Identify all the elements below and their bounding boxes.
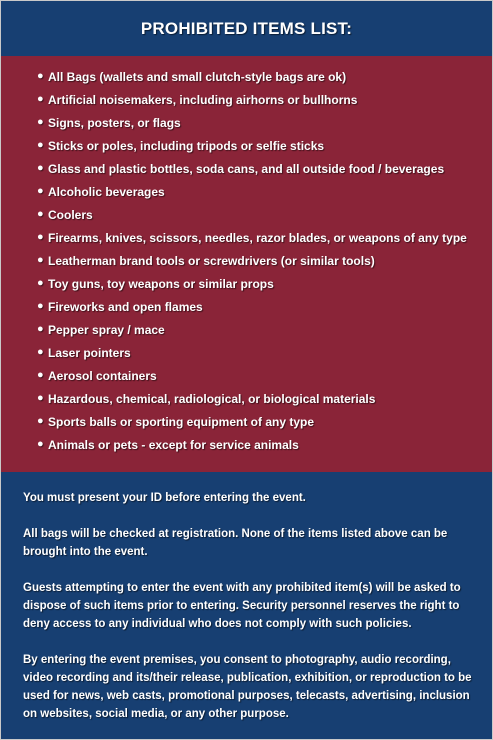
bullet-icon: ● (37, 231, 44, 243)
prohibited-items-list (37, 65, 492, 456)
list-item (37, 410, 492, 433)
media-consent-note: By entering the event premises, you consent to photography, audio recording, video recording and its/their release, publication, exhibition, or reproduction to be used for news, web casts, promotional purposes, telecasts, advertising, inclusion on websites, social media, or any other purpose. (23, 654, 472, 720)
bullet-icon: ● (37, 254, 44, 266)
list-item (37, 433, 492, 456)
list-item (37, 65, 492, 88)
list-item-text: All Bags (wallets and small clutch-style bags are ok) (48, 69, 347, 84)
list-item-text: Laser pointers (48, 345, 131, 360)
bullet-icon: ● (37, 277, 44, 289)
list-item-text: Animals or pets - except for service animals (48, 437, 299, 452)
header-band (1, 1, 492, 56)
list-item-text: Coolers (48, 207, 93, 222)
prohibited-item-policy-note: Guests attempting to enter the event with any prohibited item(s) will be asked to dispose of such items prior to entering. Security personnel reserves the right to deny access to any individual who does not comply with such policies. (23, 582, 461, 630)
list-item-text: Glass and plastic bottles, soda cans, and all outside food / beverages (48, 161, 445, 176)
event-policy-notes (23, 489, 478, 740)
prohibited-items-panel (1, 56, 492, 472)
bullet-icon: ● (37, 300, 44, 312)
bag-check-note: All bags will be checked at registration. None of the items listed above can be brought into the event. (23, 528, 448, 558)
bullet-icon: ● (37, 116, 44, 128)
list-item-text: Sticks or poles, including tripods or selfie sticks (48, 138, 325, 153)
bullet-icon: ● (37, 139, 44, 151)
list-item-text: Aerosol containers (48, 368, 157, 383)
list-item (37, 88, 492, 111)
list-item-text: Signs, posters, or flags (48, 115, 181, 130)
bullet-icon: ● (37, 162, 44, 174)
bullet-icon: ● (37, 415, 44, 427)
list-item (37, 387, 492, 410)
list-item-text: Firearms, knives, scissors, needles, razor blades, or weapons of any type (48, 230, 467, 245)
list-item-text: Fireworks and open flames (48, 299, 203, 314)
id-requirement-note: You must present your ID before entering the event. (23, 492, 306, 504)
list-item-text: Pepper spray / mace (48, 322, 165, 337)
list-item-text: Leatherman brand tools or screwdrivers (or similar tools) (48, 253, 375, 268)
page-title: PROHIBITED ITEMS LIST: (140, 18, 353, 38)
bullet-icon: ● (37, 185, 44, 197)
bullet-icon: ● (37, 438, 44, 450)
list-item-text: Toy guns, toy weapons or similar props (48, 276, 274, 291)
list-item (37, 203, 492, 226)
bullet-icon: ● (37, 346, 44, 358)
list-item-text: Hazardous, chemical, radiological, or biological materials (48, 391, 376, 406)
list-item-text: Alcoholic beverages (48, 184, 165, 199)
list-item-text: Sports balls or sporting equipment of any type (48, 414, 315, 429)
list-item (37, 157, 492, 180)
list-item (37, 318, 492, 341)
bullet-icon: ● (37, 93, 44, 105)
list-item (37, 111, 492, 134)
list-item (37, 341, 492, 364)
list-item-text: Artificial noisemakers, including airhorns or bullhorns (48, 92, 358, 107)
list-item (37, 364, 492, 387)
bullet-icon: ● (37, 323, 44, 335)
bullet-icon: ● (37, 208, 44, 220)
list-item (37, 272, 492, 295)
bullet-icon: ● (37, 70, 44, 82)
list-item (37, 134, 492, 157)
list-item (37, 180, 492, 203)
list-item (37, 249, 492, 272)
bullet-icon: ● (37, 392, 44, 404)
bullet-icon: ● (37, 369, 44, 381)
list-item (37, 295, 492, 318)
list-item (37, 226, 492, 249)
